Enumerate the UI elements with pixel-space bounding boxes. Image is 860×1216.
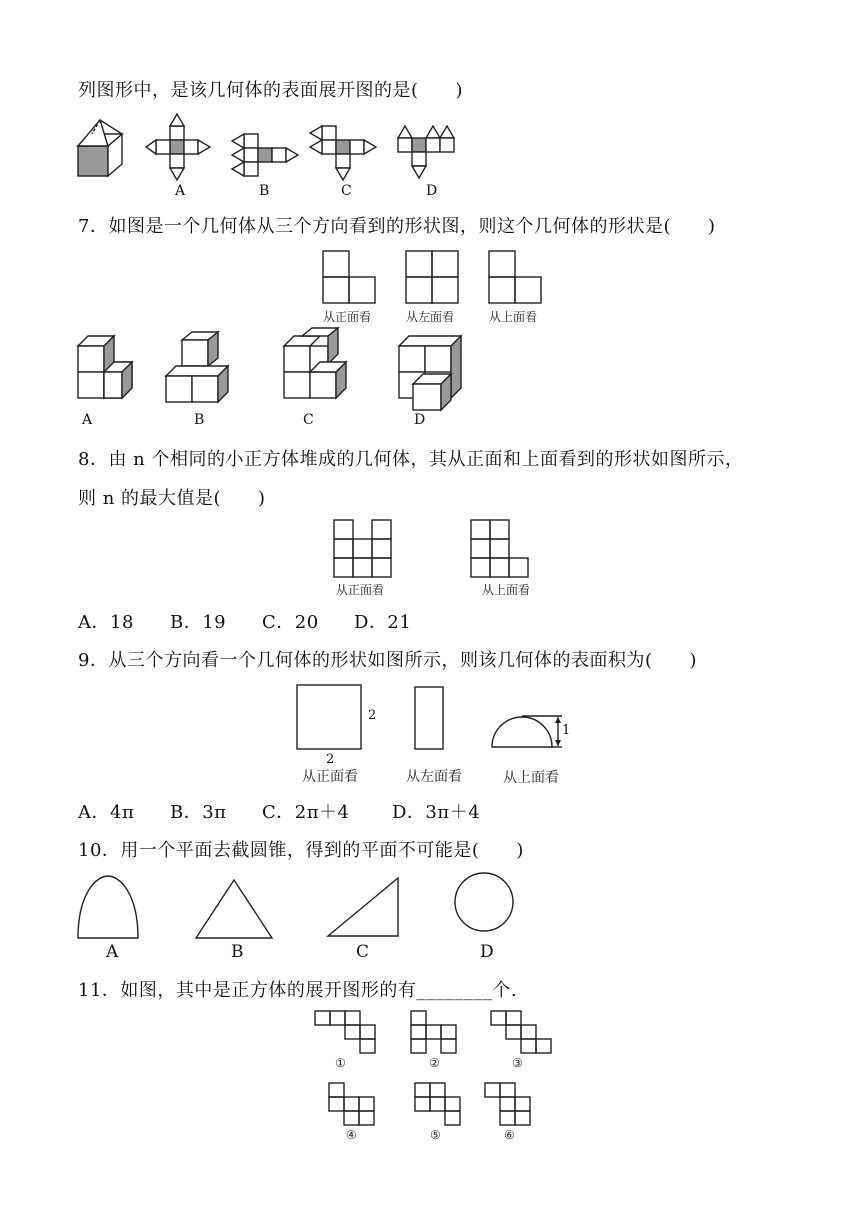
q9-top-height-label: 1: [562, 723, 571, 738]
q8-top-view-caption: 从上面看: [482, 583, 531, 597]
q9-options: [78, 798, 480, 824]
q9-front-view: [296, 684, 364, 752]
q9-front-view-caption: 从正面看: [302, 769, 358, 785]
q7-left-view: [405, 250, 459, 304]
q6-solid-figure: [76, 114, 126, 178]
q8-front-view-caption: 从正面看: [336, 583, 385, 597]
q7-top-view: [488, 250, 542, 304]
q8-option-d: D．21: [354, 612, 412, 633]
q9-option-c: C．2π＋4: [262, 802, 350, 823]
q11-net-3: [490, 1010, 552, 1056]
q7-front-view: [322, 250, 376, 304]
q6-net-b: [230, 130, 300, 180]
q10-shape-d-circle: [450, 872, 520, 934]
q7-left-view-caption: 从左面看: [406, 310, 455, 324]
q9-top-view: [490, 710, 570, 750]
q7-label-c: C: [303, 412, 314, 428]
q8-line1: 8．由 n 个相同的小正方体堆成的几何体，其从正面和上面看到的形状如图所示，: [78, 449, 744, 470]
q11-net-2: [410, 1010, 458, 1056]
q7-option-a-solid: [76, 334, 136, 406]
q9-front-height-label: 2: [368, 708, 377, 723]
q6-label-c: C: [341, 183, 352, 199]
q8-line2: 则 n 的最大值是( ): [78, 488, 266, 509]
q11-net-6: [484, 1082, 546, 1128]
q6-net-c: [308, 122, 380, 182]
q10-label-d: D: [480, 942, 494, 962]
q9-option-b: B．3π: [170, 802, 227, 823]
q7-option-c-solid: [282, 328, 358, 408]
q9-front-width-label: 2: [326, 752, 335, 767]
q11-label-4: ④: [346, 1128, 357, 1142]
q11-label-3: ③: [512, 1056, 523, 1070]
q7-label-d: D: [414, 412, 426, 428]
q11-label-1: ①: [335, 1056, 346, 1070]
q8-option-a: A．18: [78, 612, 134, 633]
q6-label-b: B: [259, 183, 270, 199]
q8-option-b: B．19: [170, 612, 227, 633]
q7-top-view-caption: 从上面看: [489, 310, 538, 324]
q10-shape-b-triangle: [194, 878, 274, 940]
q11-label-2: ②: [429, 1056, 440, 1070]
q8-top-view: [470, 519, 532, 579]
q9-left-view: [414, 686, 446, 752]
q8-option-c: C．20: [262, 612, 319, 633]
q7-front-view-caption: 从正面看: [323, 310, 372, 324]
q7-option-d-solid: [397, 334, 469, 412]
q9-left-view-caption: 从左面看: [406, 769, 462, 785]
q7-label-b: B: [194, 412, 205, 428]
q11-label-6: ⑥: [504, 1128, 515, 1142]
q10-shape-a-parabola: [76, 874, 142, 940]
q10-text: 10．用一个平面去截圆锥，得到的平面不可能是( ): [78, 840, 524, 861]
q8-front-view: [333, 519, 395, 579]
q10-shape-c-right-triangle: [326, 876, 402, 940]
q9-option-d: D．3π＋4: [392, 802, 481, 823]
q7-text: 7．如图是一个几何体从三个方向看到的形状图，则这个几何体的形状是( ): [78, 216, 716, 237]
q8-options: [78, 608, 411, 634]
q10-label-b: B: [231, 942, 244, 962]
q9-top-view-caption: 从上面看: [503, 770, 559, 786]
q6-label-d: D: [426, 183, 438, 199]
q9-text: 9．从三个方向看一个几何体的形状如图所示，则该几何体的表面积为( ): [78, 650, 697, 671]
q10-label-a: A: [106, 942, 119, 962]
q6-net-a: [146, 112, 214, 182]
q7-label-a: A: [82, 412, 93, 428]
q11-text: 11．如图，其中是正方体的展开图形的有________个.: [78, 980, 518, 1001]
q11-label-5: ⑤: [430, 1128, 441, 1142]
q10-label-c: C: [356, 942, 370, 962]
q6-label-a: A: [175, 183, 186, 199]
q9-option-a: A．4π: [78, 802, 135, 823]
q6-net-d: [396, 122, 456, 182]
q11-net-4: [328, 1082, 382, 1128]
q11-net-5: [414, 1082, 462, 1128]
q6-text: 列图形中，是该几何体的表面展开图的是( ): [78, 80, 464, 101]
q11-net-1: [314, 1010, 376, 1056]
q7-option-b-solid: [164, 330, 244, 408]
